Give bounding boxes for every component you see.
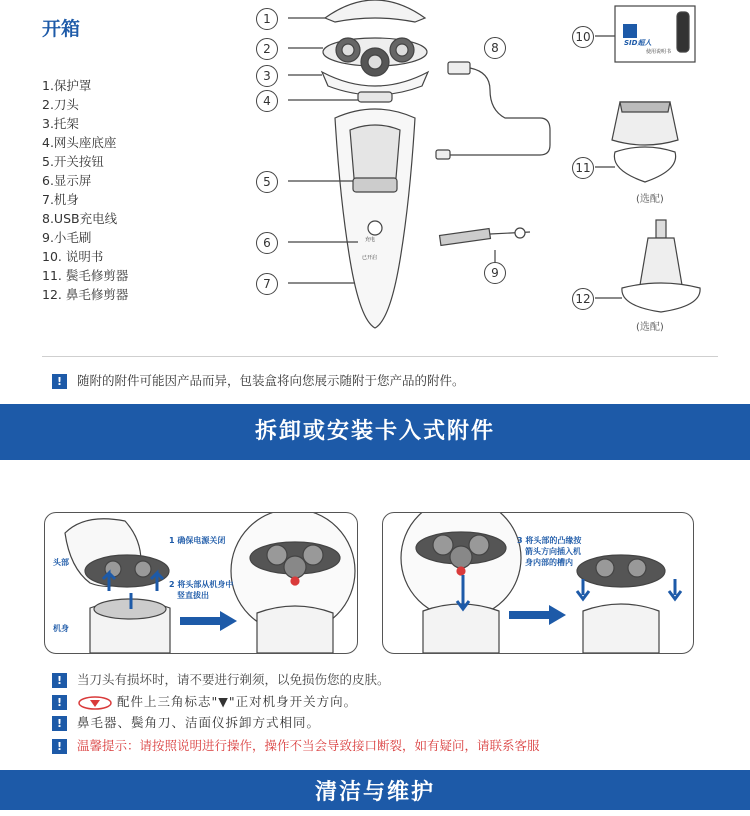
section-banner-detach: 拆卸或安装卡入式附件 bbox=[0, 404, 750, 460]
manual-drawing bbox=[595, 6, 695, 62]
optional-label-12: (选配) bbox=[636, 322, 664, 333]
protective-cover-drawing bbox=[325, 0, 425, 22]
exclamation-icon: ! bbox=[52, 695, 67, 710]
step-2-text-line1: 2 将头部从机身中 bbox=[169, 580, 234, 589]
parts-list-item: 3.托架 bbox=[42, 116, 79, 131]
parts-list-item: 11. 鬓毛修剪器 bbox=[42, 268, 129, 283]
display-lock-label: 已开启 bbox=[362, 255, 378, 261]
install-illustration bbox=[383, 513, 693, 653]
callout-8: 8 bbox=[484, 37, 506, 59]
small-brush-drawing bbox=[440, 228, 530, 245]
section-divider bbox=[42, 356, 718, 357]
label-body: 机身 bbox=[53, 624, 69, 633]
parts-list-item: 1.保护罩 bbox=[42, 78, 92, 93]
section-title-unboxing: 开箱 bbox=[42, 18, 81, 40]
install-panel bbox=[382, 512, 694, 654]
parts-list-item: 4.网头座底座 bbox=[42, 135, 117, 150]
manual-caption: 使用说明书 bbox=[646, 49, 672, 55]
parts-list-item: 12. 鼻毛修剪器 bbox=[42, 287, 129, 302]
optional-label-11: (选配) bbox=[636, 194, 664, 205]
nose-trimmer-drawing bbox=[595, 220, 700, 312]
callout-4: 4 bbox=[256, 90, 278, 112]
notice-blade-damage: ! 当刀头有损坏时，请不要进行剃须，以免损伤您的皮肤。 bbox=[52, 670, 390, 688]
step-1-text: 1 确保电源关闭 bbox=[169, 536, 226, 545]
exclamation-icon: ! bbox=[52, 374, 67, 389]
parts-list-item: 10. 说明书 bbox=[42, 249, 104, 264]
parts-list-item: 7.机身 bbox=[42, 192, 79, 207]
exclamation-icon: ! bbox=[52, 673, 67, 688]
section-banner-clean: 清洁与维护 bbox=[0, 770, 750, 810]
step-3-text-line2: 箭头方向插入机 bbox=[525, 547, 581, 556]
callout-9: 9 bbox=[484, 262, 506, 284]
callout-11: 11 bbox=[572, 157, 594, 179]
usb-cable-drawing bbox=[436, 62, 550, 159]
label-head: 头部 bbox=[53, 558, 69, 567]
parts-list bbox=[42, 76, 128, 304]
notice-triangle-mark: ! 配件上三角标志"▼"正对机身开关方向。 bbox=[52, 692, 357, 710]
callout-5: 5 bbox=[256, 171, 278, 193]
manual-brand: SID超人 bbox=[624, 39, 652, 47]
callout-6: 6 bbox=[256, 232, 278, 254]
sideburn-trimmer-drawing bbox=[595, 102, 678, 182]
warm-tip: ! 温馨提示：请按照说明进行操作，操作不当会导致接口断裂，如有疑问，请联系客服 bbox=[52, 736, 540, 754]
parts-list-item: 6.显示屏 bbox=[42, 173, 92, 188]
parts-list-item: 9.小毛刷 bbox=[42, 230, 92, 245]
parts-list-item: 5.开关按钮 bbox=[42, 154, 104, 169]
callout-10: 10 bbox=[572, 26, 594, 48]
parts-list-item: 2.刀头 bbox=[42, 97, 79, 112]
step-3-text-line1: 3 将头部的凸缘按 bbox=[517, 536, 582, 545]
exclamation-icon: ! bbox=[52, 716, 67, 731]
detach-panel bbox=[44, 512, 358, 654]
callout-3: 3 bbox=[256, 65, 278, 87]
head-base-drawing bbox=[358, 92, 392, 102]
step-3-text-line3: 身内部的槽内 bbox=[525, 558, 573, 567]
callout-7: 7 bbox=[256, 273, 278, 295]
callout-12: 12 bbox=[572, 288, 594, 310]
display-charge-label: 充电 bbox=[365, 237, 376, 243]
triangle-mark-icon bbox=[77, 696, 113, 710]
accessory-note: ! 随附的附件可能因产品而异，包装盒将向您展示随附于您产品的附件。 bbox=[52, 371, 465, 389]
exclamation-icon: ! bbox=[52, 739, 67, 754]
callout-1: 1 bbox=[256, 8, 278, 30]
notice-same-method: ! 鼻毛器、鬓角刀、洁面仪拆卸方式相同。 bbox=[52, 713, 320, 731]
parts-list-item: 8.USB充电线 bbox=[42, 211, 118, 226]
step-2-text-line2: 竖直拔出 bbox=[177, 591, 209, 600]
callout-2: 2 bbox=[256, 38, 278, 60]
